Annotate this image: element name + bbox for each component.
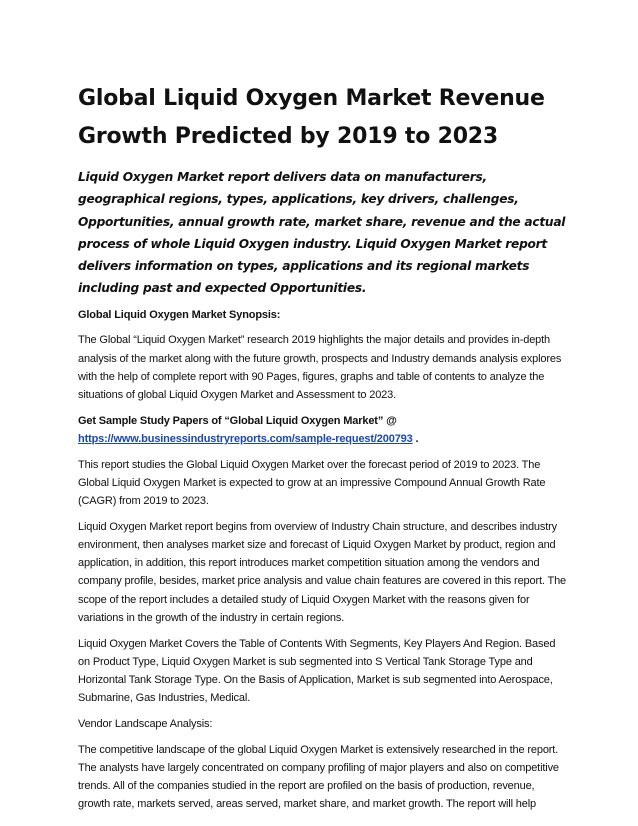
synopsis-heading: Global Liquid Oxygen Market Synopsis: xyxy=(78,308,281,321)
document-title: Global Liquid Oxygen Market Revenue Growth Predicted by 2019 to 2023 xyxy=(78,86,545,149)
sample-request-heading: Get Sample Study Papers of “Global Liquid Oxygen Market” @ xyxy=(78,414,397,427)
overview-paragraph: Liquid Oxygen Market report begins from overview of Industry Chain structure, and describes industry environment, then analyses market size and forecast of Liquid Oxygen Market by product, region and application, in addition, this report introduces market competition situation among the vendors and company profile, besides, market price analysis and value chain features are covered in this report. The scope of the report includes a detailed study of Liquid Oxygen Market with the reasons given for variations in the growth of the industry in certain regions. xyxy=(78,520,567,624)
segments-paragraph: Liquid Oxygen Market Covers the Table of Contents With Segments, Key Players And Region. Based on Product Type, Liquid Oxygen Market is sub segmented into S Vertical Tank Storage Type and Horizontal Tank Storage Type. On the Basis of Application, Market is sub segmented into Aerospace, Submarine, Gas Industries, Medical. xyxy=(78,637,556,705)
forecast-paragraph: This report studies the Global Liquid Oxygen Market over the forecast period of 2019 to 2023. The Global Liquid Oxygen Market is expected to grow at an impressive Compound Annual Growth Rate (CAGR) from 2019 to 2023. xyxy=(78,458,546,508)
vendor-paragraph: The competitive landscape of the global Liquid Oxygen Market is extensively researched in the report. The analysts have largely concentrated on company profiling of major players and also on competitive trends. All of the companies studied in the report are profiled on the basis of production, revenue, growth rate, markets served, areas served, market share, and market growth. The report will help xyxy=(78,743,559,811)
intro-paragraph: Liquid Oxygen Market report delivers data on manufacturers, geographical regions, types, applications, key drivers, challenges, Opportunities, annual growth rate, market share, revenue and the actual process of whole Liquid Oxygen industry. Liquid Oxygen Market report delivers information on types, applications and its regional markets including past and expected Opportunities. xyxy=(78,170,566,296)
sample-request-suffix: . xyxy=(412,433,419,445)
synopsis-paragraph: The Global “Liquid Oxygen Market” research 2019 highlights the major details and provides in-depth analysis of the market along with the future growth, prospects and Industry demands analysis explores with the help of complete report with 90 Pages, figures, graphs and table of contents to analyze the situations of global Liquid Oxygen Market and Assessment to 2023. xyxy=(78,334,562,402)
sample-request-link[interactable]: https://www.businessindustryreports.com/sample-request/200793 xyxy=(78,433,413,445)
document-page xyxy=(78,80,568,821)
sample-request-block xyxy=(78,412,568,448)
vendor-heading: Vendor Landscape Analysis: xyxy=(78,717,213,730)
